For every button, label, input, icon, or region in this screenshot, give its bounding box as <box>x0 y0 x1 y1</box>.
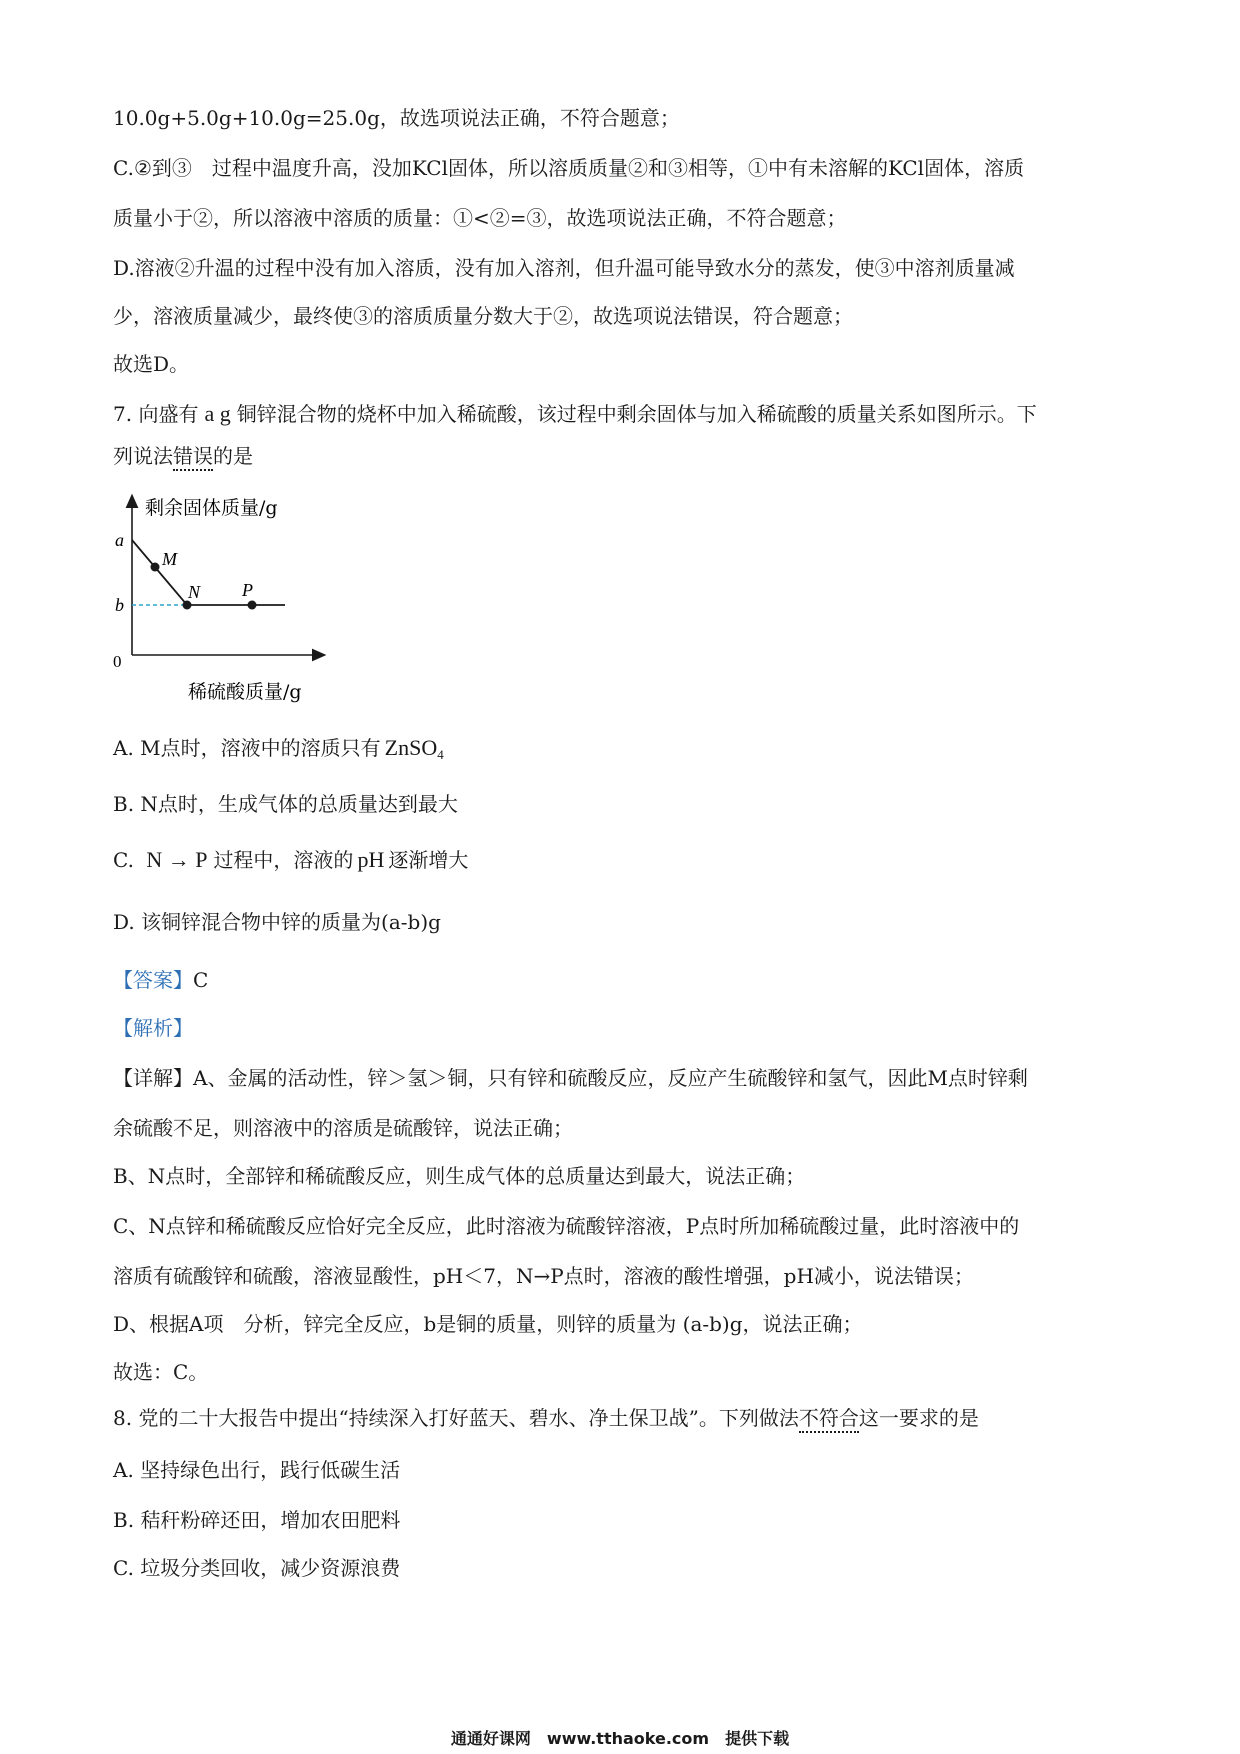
question-7-stem-2 <box>113 442 253 470</box>
formula: ZnSO <box>384 735 438 760</box>
q7-text: 的是 <box>213 444 253 468</box>
question-7-stem <box>113 400 1037 428</box>
emphasis-text: 不符合 <box>799 1406 859 1433</box>
text-line: D.溶液②升温的过程中没有加入溶质，没有加入溶剂，但升温可能导致水分的蒸发，使③中溶剂质量减 <box>113 256 1015 280</box>
text-line: 溶质有硫酸锌和硫酸，溶液显酸性，pH＜7，N→P点时，溶液的酸性增强，pH减小，说法错误； <box>113 1264 974 1288</box>
answer-line <box>113 966 208 994</box>
option-text: 逐渐增大 <box>388 848 469 872</box>
q7-text: 列说法 <box>113 444 173 468</box>
y-axis-label: 剩余固体质量/g <box>145 497 278 519</box>
q8-text: 8. 党的二十大报告中提出“持续深入打好蓝天、碧水、净土保卫战”。下列做法 <box>113 1406 799 1430</box>
text-line: B、N点时，全部锌和稀硫酸反应，则生成气体的总质量达到最大，说法正确； <box>113 1164 806 1188</box>
q8-text: 这一要求的是 <box>858 1406 979 1430</box>
origin-label: 0 <box>113 652 122 671</box>
label-a: a <box>115 530 124 550</box>
formula-subscript: 4 <box>437 747 444 762</box>
text-line: C.②到③ 过程中温度升高，没加KCl固体，所以溶质质量②和③相等，①中有未溶解的KCl固体，溶质 <box>113 156 1025 180</box>
label-N: N <box>188 582 201 602</box>
text-line: 【详解】A、金属的活动性，锌＞氢＞铜，只有锌和硫酸反应，反应产生硫酸锌和氢气，因此M点时锌剩 <box>113 1066 1028 1090</box>
label-M: M <box>162 549 177 569</box>
formula: pH <box>357 847 385 872</box>
option-8B: B. 秸秆粉碎还田，增加农田肥料 <box>113 1508 401 1532</box>
option-7D: D. 该铜锌混合物中锌的质量为(a-b)g <box>113 910 441 934</box>
label-b: b <box>115 595 124 615</box>
option-7B: B. N点时，生成气体的总质量达到最大 <box>113 792 458 816</box>
option-7C <box>113 846 468 874</box>
point-P <box>248 601 257 610</box>
answer-value: C <box>193 968 209 992</box>
q7-text: 7. 向盛有 <box>113 402 199 426</box>
data-line <box>132 540 285 605</box>
text-line: D、根据A项 分析，锌完全反应，b是铜的质量，则锌的质量为 (a-b)g，说法正确； <box>113 1312 863 1336</box>
q7-var: a g <box>204 401 231 426</box>
option-7A <box>113 734 444 769</box>
text-line: 10.0g+5.0g+10.0g=25.0g，故选项说法正确，不符合题意； <box>113 106 680 130</box>
option-text: C. <box>113 848 134 872</box>
analysis-tag: 【解析】 <box>113 1016 193 1040</box>
option-8A: A. 坚持绿色出行，践行低碳生活 <box>113 1458 401 1482</box>
footer-source: 通通好课网 www.tthaoke.com 提供下载 <box>450 1729 790 1748</box>
text-line: 少，溶液质量减少，最终使③的溶质质量分数大于②，故选项说法错误，符合题意； <box>113 304 853 328</box>
answer-tag: 【答案】 <box>113 968 193 992</box>
option-text: 过程中，溶液的 <box>213 848 354 872</box>
text-line: 质量小于②，所以溶液中溶质的质量：①<②=③，故选项说法正确，不符合题意； <box>113 206 847 230</box>
question-8-stem <box>113 1404 979 1432</box>
text-line: 余硫酸不足，则溶液中的溶质是硫酸锌，说法正确； <box>113 1116 573 1140</box>
x-axis-label: 稀硫酸质量/g <box>188 681 302 703</box>
text-line: 故选：C。 <box>113 1360 209 1384</box>
remaining-solid-graph <box>105 490 345 705</box>
formula: N → P <box>146 847 208 872</box>
text-line: C、N点锌和稀硫酸反应恰好完全反应，此时溶液为硫酸锌溶液，P点时所加稀硫酸过量，此时溶液中的 <box>113 1214 1020 1238</box>
option-text: A. M点时，溶液中的溶质只有 <box>113 736 381 760</box>
point-M <box>151 563 160 572</box>
q7-text: 铜锌混合物的烧杯中加入稀硫酸，该过程中剩余固体与加入稀硫酸的质量关系如图所示。下 <box>236 402 1037 426</box>
text-line: 故选D。 <box>113 352 190 376</box>
option-8C: C. 垃圾分类回收，减少资源浪费 <box>113 1556 401 1580</box>
emphasis-text: 错误 <box>173 444 213 471</box>
label-P: P <box>242 580 253 600</box>
